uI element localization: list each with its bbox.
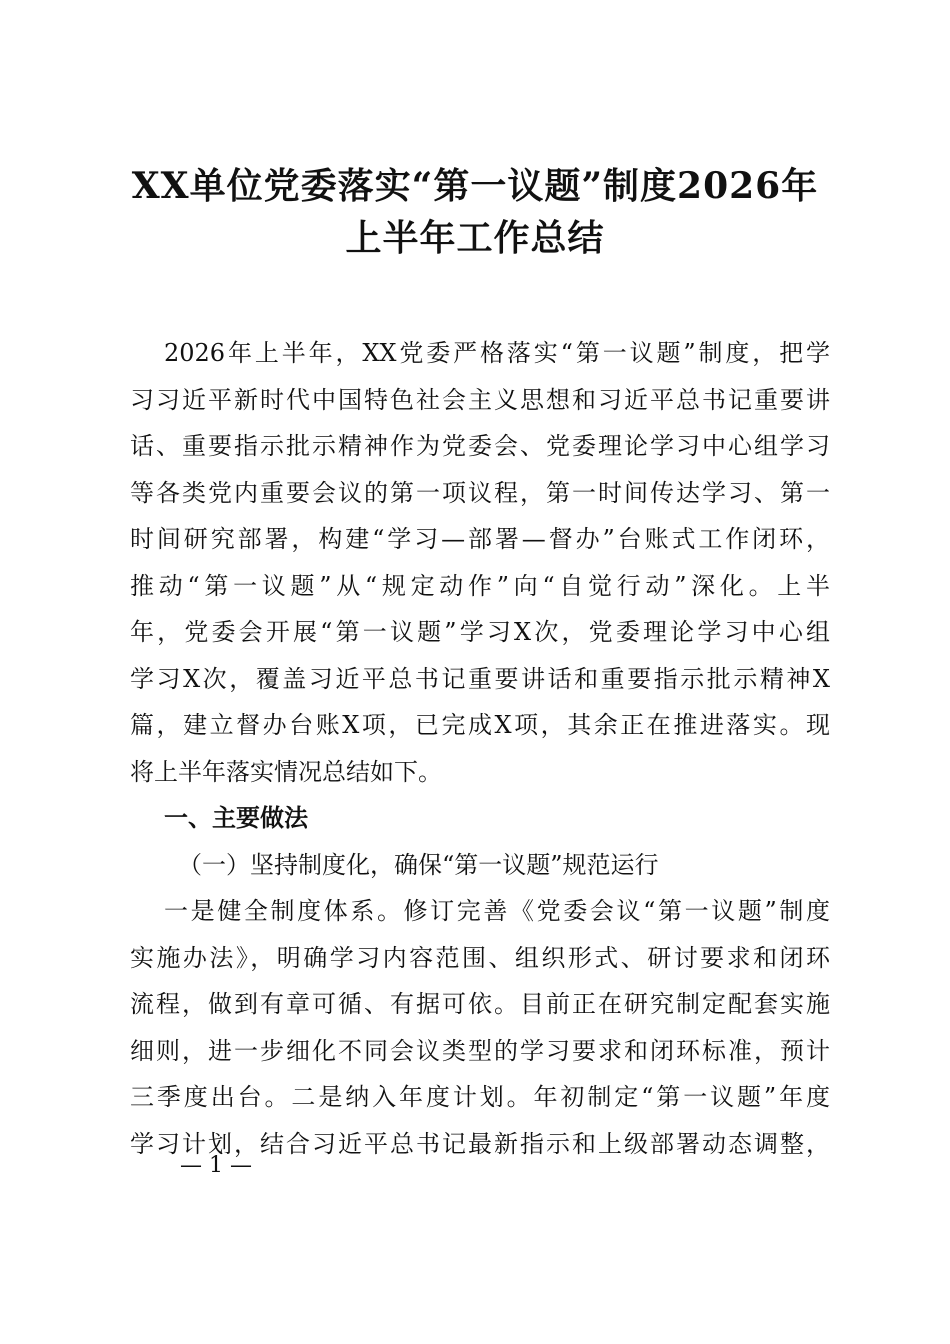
text-line: 将上半年落实情况总结如下。 bbox=[130, 757, 442, 786]
paragraph-intro bbox=[130, 333, 830, 798]
title-line-2: 上半年工作总结 bbox=[345, 217, 605, 259]
document-body bbox=[130, 333, 830, 1170]
text-line: 细则，进一步细化不同会议类型的学习要求和闭环标准，预计 bbox=[130, 1036, 830, 1065]
text-line: 时间研究部署，构建“学习—部署—督办”台账式工作闭环， bbox=[130, 525, 830, 553]
text-line: 2026年上半年，XX党委严格落实“第一议题”制度，把学 bbox=[164, 339, 830, 367]
text-line: 篇，建立督办台账X项，已完成X项，其余正在推进落实。现 bbox=[130, 711, 830, 739]
text-line: 等各类党内重要会议的第一项议程，第一时间传达学习、第一 bbox=[130, 478, 830, 507]
document-title bbox=[100, 160, 850, 264]
text-line: 三季度出台。二是纳入年度计划。年初制定“第一议题”年度 bbox=[130, 1083, 830, 1111]
text-line: 学习计划，结合习近平总书记最新指示和上级部署动态调整， bbox=[130, 1129, 830, 1158]
paragraph-practice bbox=[130, 891, 830, 1170]
text-line: 学习X次，覆盖习近平总书记重要讲话和重要指示批示精神X bbox=[130, 664, 830, 693]
text-line: 实施办法》，明确学习内容范围、组织形式、研讨要求和闭环 bbox=[130, 943, 830, 972]
page-number: — 1 — bbox=[180, 1153, 252, 1178]
text-line: 流程，做到有章可循、有据可依。目前正在研究制定配套实施 bbox=[130, 990, 830, 1018]
title-line-1: XX单位党委落实“第一议题”制度2026年 bbox=[131, 165, 819, 207]
text-line: 一是健全制度体系。修订完善《党委会议“第一议题”制度 bbox=[164, 897, 830, 925]
section-heading: 一、主要做法 bbox=[164, 803, 308, 832]
subsection-heading: （一）坚持制度化，确保“第一议题”规范运行 bbox=[178, 850, 659, 879]
text-line: 话、重要指示批示精神作为党委会、党委理论学习中心组学习 bbox=[130, 432, 830, 460]
text-line: 推动“第一议题”从“规定动作”向“自觉行动”深化。上半 bbox=[130, 571, 830, 600]
text-line: 习习近平新时代中国特色社会主义思想和习近平总书记重要讲 bbox=[130, 385, 830, 414]
text-line: 年，党委会开展“第一议题”学习X次，党委理论学习中心组 bbox=[130, 618, 830, 646]
